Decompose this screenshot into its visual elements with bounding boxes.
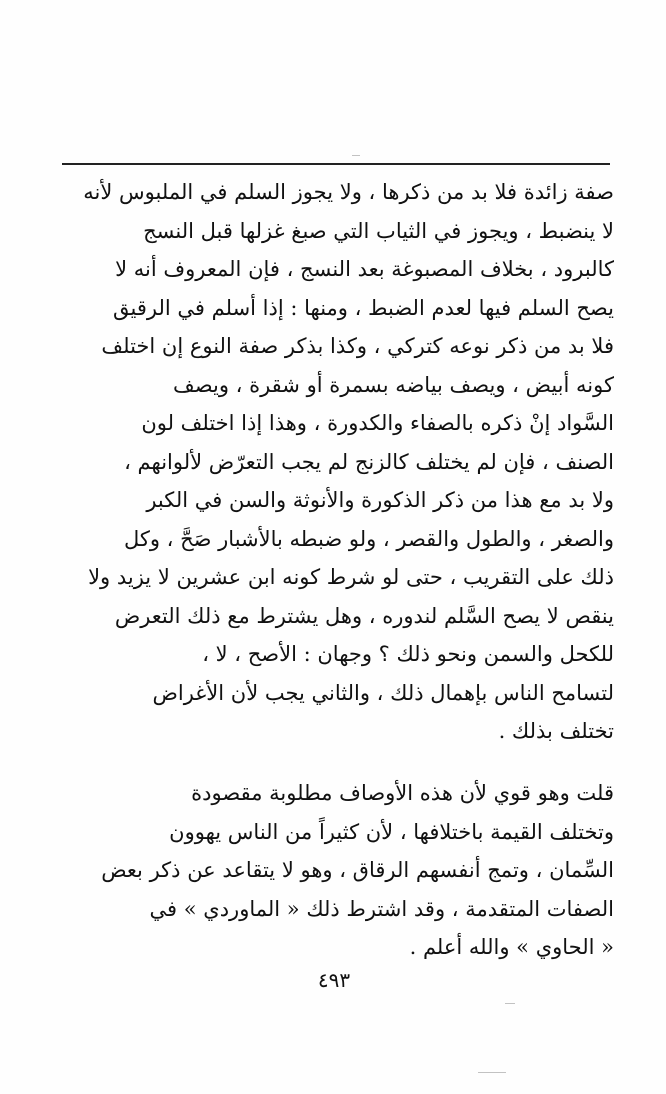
- text-line: كونه أبيض ، ويصف بياضه بسمرة أو شقرة ، ويصف: [173, 372, 614, 397]
- header-rule: [62, 163, 610, 165]
- text-line: للكحل والسمن ونحو ذلك ؟ وجهان : الأصح ، لا ،: [202, 642, 614, 666]
- text-line: وتختلف القيمة باختلافها ، لأن كثيراً من الناس يهوون: [169, 819, 614, 844]
- paragraph-2: [66, 774, 614, 967]
- text-line: قلت وهو قوي لأن هذه الأوصاف مطلوبة مقصودة: [191, 781, 614, 805]
- text-line: تختلف بذلك .: [498, 719, 614, 743]
- ink-mark: [505, 1003, 515, 1004]
- paragraph-1: [66, 173, 614, 751]
- text-line: لا ينضبط ، ويجوز في الثياب التي صبغ غزلها قبل النسج: [143, 218, 614, 243]
- text-line: السَّواد إنْ ذكره بالصفاء والكدورة ، وهذا إذا اختلف لون: [141, 411, 614, 435]
- text-line: الصنف ، فإن لم يختلف كالزنج لم يجب التعرّض لألوانهم ،: [124, 449, 614, 474]
- text-line: والصغر ، والطول والقصر ، ولو ضبطه بالأشبار صَحَّ ، وكل: [123, 526, 614, 551]
- text-line: فلا بد من ذكر نوعه كتركي ، وكذا بذكر صفة النوع إن اختلف: [101, 334, 614, 358]
- text-line: ينقص لا يصح السَّلم لندوره ، وهل يشترط مع ذلك التعرض: [114, 603, 614, 628]
- text-line: يصح السلم فيها لعدم الضبط ، ومنها : إذا أسلم في الرقيق: [113, 295, 614, 320]
- text-line: ولا بد مع هذا من ذكر الذكورة والأنوثة والسن في الكبر: [146, 488, 614, 512]
- text-line: « الحاوي » والله أعلم .: [409, 935, 614, 959]
- text-line: صفة زائدة فلا بد من ذكرها ، ولا يجوز السلم في الملبوس لأنه: [83, 180, 614, 204]
- text-line: الصفات المتقدمة ، وقد اشترط ذلك « الماوردي » في: [149, 896, 614, 921]
- text-line: ذلك على التقريب ، حتى لو شرط كونه ابن عشرين لا يزيد ولا: [88, 565, 614, 589]
- ink-mark: [352, 155, 360, 156]
- text-line: السِّمان ، وتمج أنفسهم الرقاق ، وهو لا يتقاعد عن ذكر بعض: [101, 858, 614, 882]
- ink-mark: [478, 1072, 506, 1073]
- text-line: لتسامح الناس بإهمال ذلك ، والثاني يجب لأن الأغراض: [152, 680, 614, 705]
- text-line: كالبرود ، بخلاف المصبوغة بعد النسج ، فإن المعروف أنه لا: [115, 257, 614, 281]
- page-number: ٤٩٣: [317, 968, 351, 992]
